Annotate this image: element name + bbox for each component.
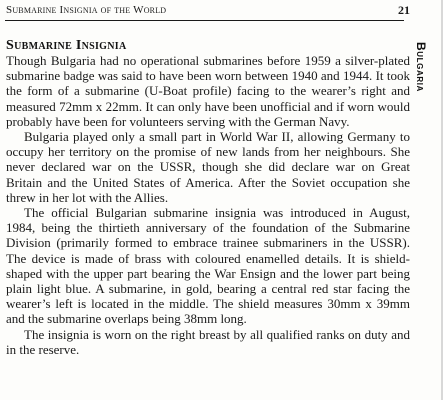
country-side-tab-label: Bulgaria [414, 42, 428, 92]
running-header-title: Submarine Insignia of the World [6, 4, 167, 16]
paragraph-3: The official Bulgarian submarine insignia was introduced in August, 1984, being the thirtieth anniversary of the foundation of the Submarine Division (primarily formed to embrace trainee submariners in the USSR). The device is made of brass with coloured enamelled details. It is shield-shaped with the upper part bearing the War Ensign and the lower part being plain light blue. A submarine, in gold, bearing a central red star facing the wearer’s left is located in the middle. The shield measures 30mm x 39mm and the submarine overlaps being 38mm long. [6, 205, 410, 327]
paragraph-2: Bulgaria played only a small part in World War II, allowing Germany to occupy her territory on the promise of new lands from her neighbours. She never declared war on the USSR, though she did declare war on Great Britain and the United States of America. After the Soviet occupation she threw in her lot with the Allies. [6, 129, 410, 205]
paragraph-1: Though Bulgaria had no operational submarines before 1959 a silver-plated submarine badge was said to have been worn between 1940 and 1944. It took the form of a submarine (U-Boat profile) facing to the wearer’s right and measured 72mm x 22mm. It can only have been unofficial and if worn would probably have been for volunteers serving with the German Navy. [6, 53, 410, 129]
page-number: 21 [398, 3, 410, 17]
article-body [6, 53, 410, 357]
section-heading: Submarine Insignia [6, 38, 127, 53]
paragraph-4: The insignia is worn on the right breast by all qualified ranks on duty and in the reserve. [6, 326, 410, 357]
header-divider [5, 20, 404, 21]
country-side-tab [414, 42, 438, 142]
